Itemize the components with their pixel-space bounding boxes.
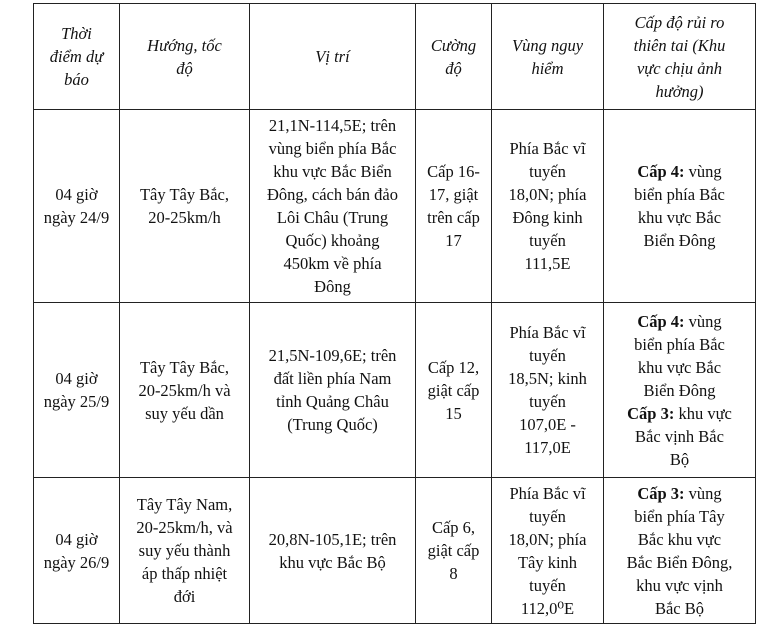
cell-time: 04 giờ ngày 24/9 <box>34 110 120 303</box>
cell-time: 04 giờ ngày 26/9 <box>34 478 120 624</box>
storm-forecast-table <box>33 3 756 624</box>
header-direction-speed: Hướng, tốc độ <box>120 4 250 110</box>
cell-danger-zone: Phía Bắc vĩ tuyến 18,5N; kinh tuyến 107,0E - 117,0E <box>492 303 604 478</box>
cell-risk <box>604 478 756 624</box>
cell-intensity: Cấp 6, giật cấp 8 <box>416 478 492 624</box>
risk-entry: Cấp 4: vùng biển phía Bắc khu vực Bắc Biển Đông <box>634 162 725 250</box>
risk-entry: Cấp 3: vùng biển phía Tây Bắc khu vực Bắc Biển Đông, khu vực vịnh Bắc Bộ <box>626 483 733 618</box>
header-disaster-risk-level: Cấp độ rủi ro thiên tai (Khu vực chịu ảnh hưởng) <box>604 4 756 110</box>
cell-intensity: Cấp 16- 17, giật trên cấp 17 <box>416 110 492 303</box>
table-row <box>34 110 756 303</box>
header-position: Vị trí <box>250 4 416 110</box>
cell-risk <box>604 303 756 478</box>
cell-danger-zone: Phía Bắc vĩ tuyến 18,0N; phía Đông kinh tuyến 111,5E <box>492 110 604 303</box>
cell-direction: Tây Tây Nam, 20-25km/h, và suy yếu thành áp thấp nhiệt đới <box>120 478 250 624</box>
cell-position: 21,1N-114,5E; trên vùng biển phía Bắc khu vực Bắc Biển Đông, cách bán đảo Lôi Châu (Trung Quốc) khoảng 450km về phía Đông <box>250 110 416 303</box>
header-intensity: Cường độ <box>416 4 492 110</box>
cell-position: 20,8N-105,1E; trên khu vực Bắc Bộ <box>250 478 416 624</box>
cell-danger-zone: Phía Bắc vĩ tuyến 18,0N; phía Tây kinh tuyến 112,0⁰E <box>492 478 604 624</box>
cell-time: 04 giờ ngày 25/9 <box>34 303 120 478</box>
table-row <box>34 303 756 478</box>
table-row <box>34 478 756 624</box>
header-forecast-time: Thời điểm dự báo <box>34 4 120 110</box>
risk-entry: Cấp 4: vùng biển phía Bắc khu vực Bắc Biển Đông <box>634 311 725 400</box>
cell-position: 21,5N-109,6E; trên đất liền phía Nam tỉnh Quảng Châu (Trung Quốc) <box>250 303 416 478</box>
cell-direction: Tây Tây Bắc, 20-25km/h và suy yếu dần <box>120 303 250 478</box>
risk-entry: Cấp 3: khu vực Bắc vịnh Bắc Bộ <box>627 403 732 469</box>
header-danger-zone: Vùng nguy hiểm <box>492 4 604 110</box>
cell-direction: Tây Tây Bắc, 20-25km/h <box>120 110 250 303</box>
cell-intensity: Cấp 12, giật cấp 15 <box>416 303 492 478</box>
cell-risk <box>604 110 756 303</box>
table-header-row <box>34 4 756 110</box>
